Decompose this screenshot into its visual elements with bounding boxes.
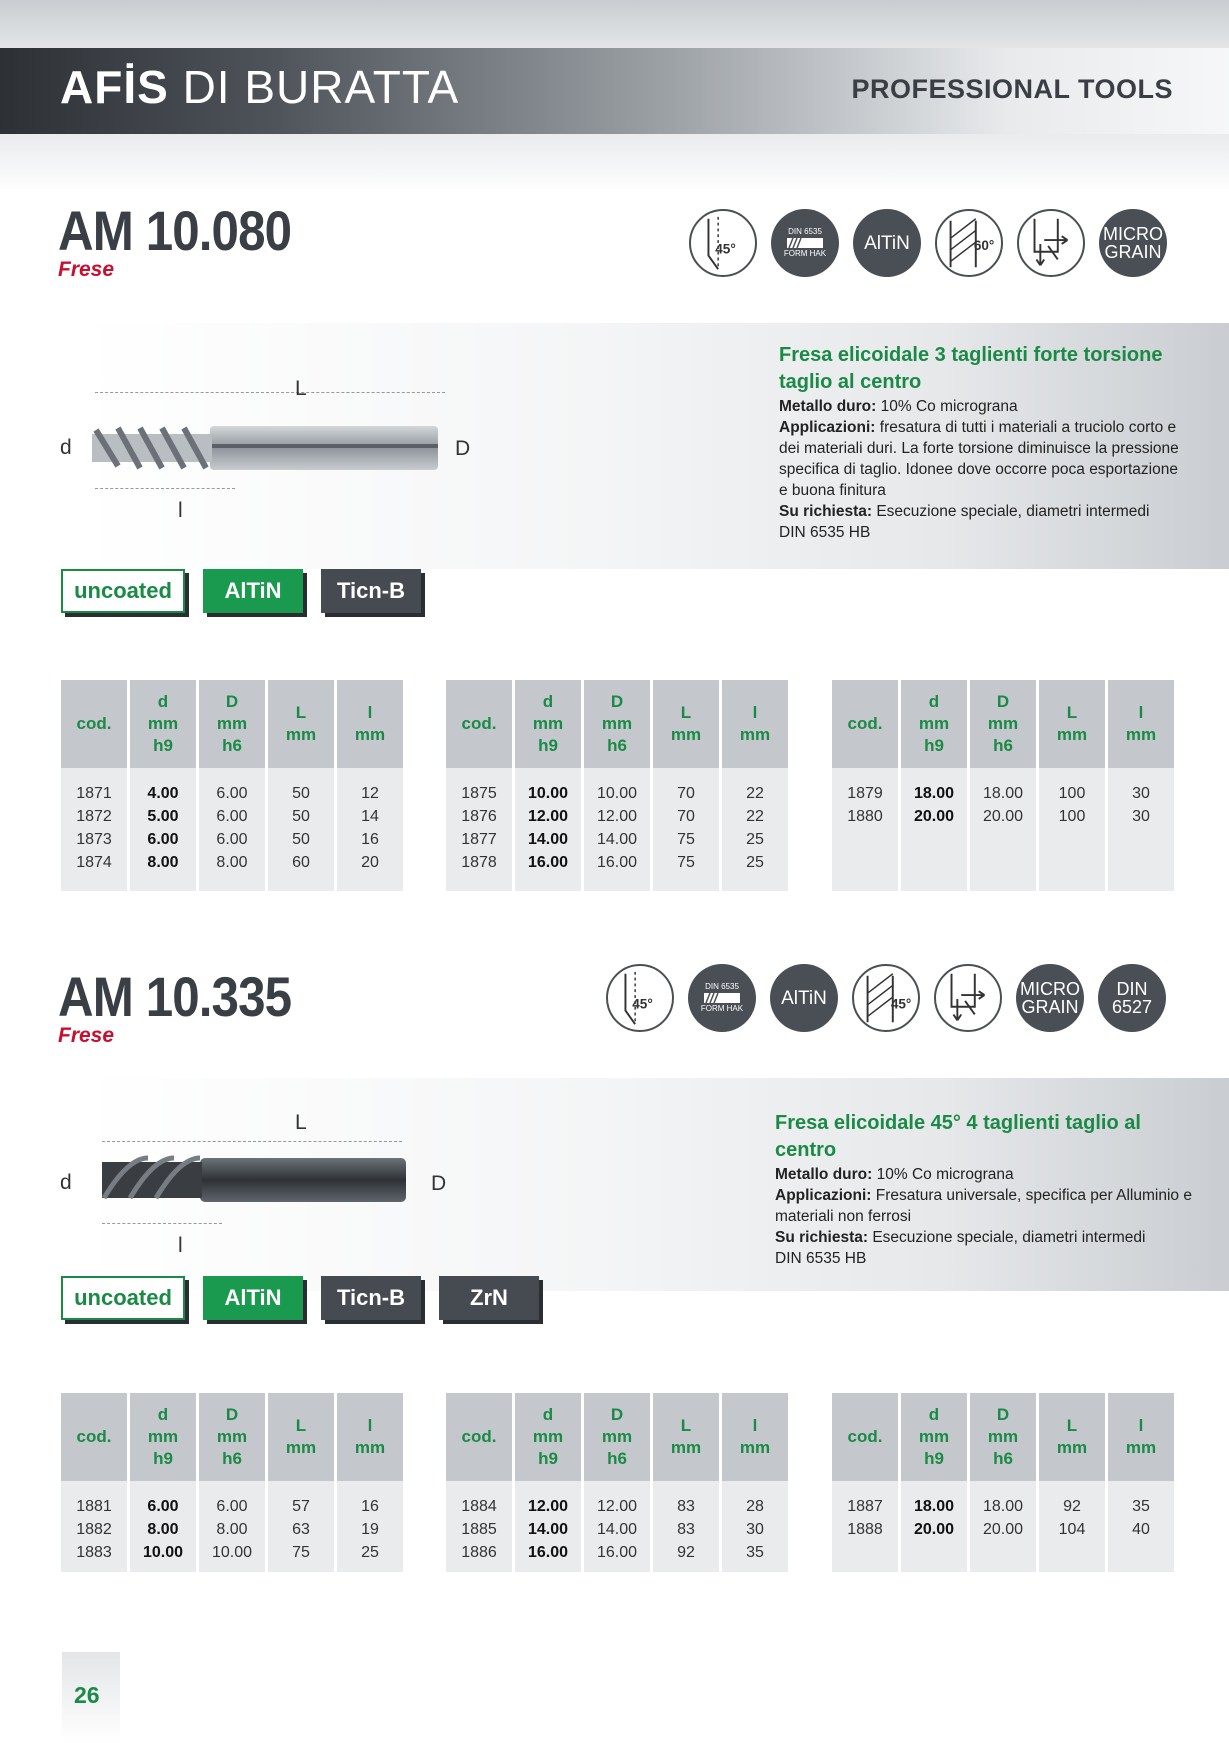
cell-d: 14.00: [515, 828, 581, 851]
cell-d: 6.00: [130, 1481, 196, 1518]
cell-d: 10.00: [130, 1541, 196, 1564]
table-filler: [832, 1541, 1174, 1572]
cell-L: 70: [653, 768, 719, 805]
altin-coating-icon: AlTiN: [853, 209, 921, 277]
cell-l: 30: [722, 1518, 788, 1541]
coating-options: [61, 1276, 539, 1320]
cell-L: 92: [1039, 1481, 1105, 1518]
cell-d: 20.00: [901, 805, 967, 828]
cell-D: 14.00: [584, 828, 650, 851]
header-d: d mm h9: [901, 1393, 967, 1481]
table-row: [832, 805, 1174, 828]
cell-L: 75: [268, 1541, 334, 1564]
table-row: [832, 768, 1174, 805]
product-category: Frese: [58, 258, 115, 281]
cell-l: 12: [337, 768, 403, 805]
cell-cod: 1880: [832, 805, 898, 828]
cell-d: 6.00: [130, 828, 196, 851]
header-d: d mm h9: [130, 680, 196, 768]
end-mill-image: [100, 1154, 410, 1211]
description-title: Fresa elicoidale 3 taglienti forte torsione taglio al centro: [779, 344, 1163, 393]
header-d: d mm h9: [515, 1393, 581, 1481]
cell-D: 20.00: [970, 1518, 1036, 1541]
cell-d: 18.00: [901, 1481, 967, 1518]
cell-cod: 1882: [61, 1518, 127, 1541]
cell-D: 12.00: [584, 805, 650, 828]
cell-l: 25: [722, 828, 788, 851]
table-row: [61, 851, 403, 874]
header-d: d mm h9: [130, 1393, 196, 1481]
table-row: [446, 828, 788, 851]
cell-cod: 1883: [61, 1541, 127, 1564]
cell-l: 25: [722, 851, 788, 874]
feature-icons: [606, 964, 1166, 1032]
dim-d-label: d: [60, 436, 72, 459]
cell-l: 16: [337, 1481, 403, 1518]
dim-d-label: d: [60, 1171, 72, 1194]
cell-l: 16: [337, 828, 403, 851]
cell-L: 75: [653, 851, 719, 874]
header-L: L mm: [653, 1393, 719, 1481]
helix-60-icon: [935, 209, 1003, 277]
cut-length-line: [95, 488, 235, 489]
coating-altin[interactable]: AlTiN: [203, 1276, 303, 1320]
header-l: l mm: [337, 1393, 403, 1481]
dim-l-label: l: [178, 1234, 183, 1257]
center-cut-icon: [934, 964, 1002, 1032]
cell-L: 75: [653, 828, 719, 851]
micro-grain-icon: MICRO GRAIN: [1016, 964, 1084, 1032]
cell-cod: 1874: [61, 851, 127, 874]
cell-l: 19: [337, 1518, 403, 1541]
header-D: D mm h6: [584, 680, 650, 768]
cell-D: 8.00: [199, 1518, 265, 1541]
cell-L: 57: [268, 1481, 334, 1518]
cell-D: 12.00: [584, 1481, 650, 1518]
cell-L: 50: [268, 768, 334, 805]
header-l: l mm: [1108, 1393, 1174, 1481]
din-6535-icon: DIN 6535 FORM HAK: [771, 209, 839, 277]
center-cut-icon: [1017, 209, 1085, 277]
header-D: D mm h6: [970, 680, 1036, 768]
table-filler: [61, 1564, 403, 1572]
header-l: l mm: [722, 680, 788, 768]
cell-l: 22: [722, 768, 788, 805]
cell-d: 12.00: [515, 805, 581, 828]
coating-uncoated[interactable]: uncoated: [61, 1276, 185, 1320]
product-category: Frese: [58, 1024, 115, 1047]
cell-D: 14.00: [584, 1518, 650, 1541]
page-number: 26: [74, 1682, 100, 1708]
altin-coating-icon: AlTiN: [770, 964, 838, 1032]
cell-cod: 1881: [61, 1481, 127, 1518]
cell-l: 25: [337, 1541, 403, 1564]
cell-d: 4.00: [130, 768, 196, 805]
cell-L: 50: [268, 828, 334, 851]
coating-ticn-b[interactable]: Ticn-B: [321, 569, 421, 613]
header-L: L mm: [653, 680, 719, 768]
table-filler: [446, 1564, 788, 1572]
cell-d: 5.00: [130, 805, 196, 828]
cell-cod: 1886: [446, 1541, 512, 1564]
cell-l: 14: [337, 805, 403, 828]
cell-L: 50: [268, 805, 334, 828]
cell-L: 100: [1039, 805, 1105, 828]
coating-uncoated[interactable]: uncoated: [61, 569, 185, 613]
length-line: [102, 1141, 402, 1142]
cell-L: 104: [1039, 1518, 1105, 1541]
cell-cod: 1876: [446, 805, 512, 828]
cell-cod: 1885: [446, 1518, 512, 1541]
cell-cod: 1871: [61, 768, 127, 805]
cell-l: 30: [1108, 768, 1174, 805]
table-row: [832, 1518, 1174, 1541]
header-D: D mm h6: [199, 1393, 265, 1481]
cell-d: 16.00: [515, 851, 581, 874]
cut-length-line: [102, 1223, 222, 1224]
header-l: l mm: [722, 1393, 788, 1481]
cell-D: 10.00: [199, 1541, 265, 1564]
header-D: D mm h6: [970, 1393, 1036, 1481]
dim-L-label: L: [295, 377, 307, 400]
table-row: [61, 1481, 403, 1518]
cell-cod: 1884: [446, 1481, 512, 1518]
cell-cod: 1875: [446, 768, 512, 805]
spec-table: [58, 1393, 406, 1572]
cell-d: 10.00: [515, 768, 581, 805]
cell-d: 20.00: [901, 1518, 967, 1541]
cell-D: 6.00: [199, 805, 265, 828]
coating-options: [61, 569, 421, 613]
cell-L: 63: [268, 1518, 334, 1541]
svg-text:45°: 45°: [632, 996, 653, 1012]
header-cod: cod.: [446, 680, 512, 768]
spec-table: [58, 680, 406, 891]
cell-l: 35: [1108, 1481, 1174, 1518]
coating-zrn[interactable]: ZrN: [439, 1276, 539, 1320]
header-d: d mm h9: [901, 680, 967, 768]
cell-L: 83: [653, 1518, 719, 1541]
cell-D: 8.00: [199, 851, 265, 874]
spec-table: [829, 1393, 1177, 1572]
cell-L: 92: [653, 1541, 719, 1564]
table-filler: [446, 874, 788, 891]
cell-cod: 1887: [832, 1481, 898, 1518]
cell-l: 40: [1108, 1518, 1174, 1541]
cell-D: 6.00: [199, 828, 265, 851]
cell-cod: 1888: [832, 1518, 898, 1541]
table-row: [832, 1481, 1174, 1518]
length-line: [95, 392, 445, 393]
header-cod: cod.: [61, 1393, 127, 1481]
page-number-tab: [62, 1652, 120, 1743]
table-row: [446, 1541, 788, 1564]
brand-logo: AFİS DI BURATTA: [60, 61, 460, 113]
header-cod: cod.: [832, 1393, 898, 1481]
header-shadow: [0, 134, 1229, 194]
din-6535-icon: DIN 6535 FORM HAK: [688, 964, 756, 1032]
svg-text:45°: 45°: [890, 996, 912, 1012]
cell-D: 18.00: [970, 768, 1036, 805]
header-L: L mm: [1039, 680, 1105, 768]
table-filler: [832, 828, 1174, 891]
angle-45-icon: [689, 209, 757, 277]
top-band: [0, 0, 1229, 48]
end-mill-image: [90, 420, 440, 481]
cell-L: 100: [1039, 768, 1105, 805]
table-row: [446, 851, 788, 874]
helix-45-icon: [852, 964, 920, 1032]
table-row: [446, 1481, 788, 1518]
svg-text:60°: 60°: [973, 237, 995, 253]
table-row: [61, 828, 403, 851]
header-l: l mm: [1108, 680, 1174, 768]
cell-d: 8.00: [130, 1518, 196, 1541]
cell-l: 30: [1108, 805, 1174, 828]
cell-l: 28: [722, 1481, 788, 1518]
cell-D: 16.00: [584, 851, 650, 874]
cell-d: 14.00: [515, 1518, 581, 1541]
cell-D: 10.00: [584, 768, 650, 805]
svg-text:45°: 45°: [715, 241, 736, 257]
spec-table: [443, 680, 791, 891]
table-row: [446, 805, 788, 828]
cell-l: 20: [337, 851, 403, 874]
product-code: AM 10.080: [58, 199, 292, 262]
dim-l-label: l: [178, 499, 183, 522]
din-6527-icon: DIN 6527: [1098, 964, 1166, 1032]
cell-cod: 1877: [446, 828, 512, 851]
description-title: Fresa elicoidale 45° 4 taglienti taglio al centro: [775, 1112, 1141, 1161]
cell-l: 35: [722, 1541, 788, 1564]
header-cod: cod.: [61, 680, 127, 768]
table-row: [446, 1518, 788, 1541]
table-row: [61, 1541, 403, 1564]
cell-L: 83: [653, 1481, 719, 1518]
table-row: [446, 768, 788, 805]
cell-d: 18.00: [901, 768, 967, 805]
coating-altin[interactable]: AlTiN: [203, 569, 303, 613]
table-filler: [61, 874, 403, 891]
micro-grain-icon: MICRO GRAIN: [1099, 209, 1167, 277]
header-l: l mm: [337, 680, 403, 768]
header-D: D mm h6: [584, 1393, 650, 1481]
cell-cod: 1873: [61, 828, 127, 851]
table-row: [61, 1518, 403, 1541]
cell-cod: 1879: [832, 768, 898, 805]
cell-D: 20.00: [970, 805, 1036, 828]
cell-D: 6.00: [199, 768, 265, 805]
header-L: L mm: [268, 1393, 334, 1481]
cell-L: 70: [653, 805, 719, 828]
dim-D-label: D: [431, 1172, 447, 1195]
header-d: d mm h9: [515, 680, 581, 768]
cell-L: 60: [268, 851, 334, 874]
feature-icons: [689, 209, 1167, 277]
coating-ticn-b[interactable]: Ticn-B: [321, 1276, 421, 1320]
table-row: [61, 768, 403, 805]
cell-D: 18.00: [970, 1481, 1036, 1518]
cell-D: 16.00: [584, 1541, 650, 1564]
header-cod: cod.: [446, 1393, 512, 1481]
header-L: L mm: [268, 680, 334, 768]
spec-table: [443, 1393, 791, 1572]
cell-d: 12.00: [515, 1481, 581, 1518]
angle-45-icon: [606, 964, 674, 1032]
header-L: L mm: [1039, 1393, 1105, 1481]
dim-D-label: D: [455, 437, 471, 460]
product-description: Fresa elicoidale 45° 4 taglienti taglio al centro Metallo duro: 10% Co micrograna Applicazioni: Fresatura universale, specifica per Alluminio e materiali non ferrosi Su richiesta: Esecuzione speciale, diametri intermedi DIN 6535 HB: [775, 1110, 1195, 1269]
header-D: D mm h6: [199, 680, 265, 768]
cell-cod: 1872: [61, 805, 127, 828]
dim-L-label: L: [295, 1111, 307, 1134]
cell-D: 6.00: [199, 1481, 265, 1518]
cell-l: 22: [722, 805, 788, 828]
product-code: AM 10.335: [58, 965, 292, 1028]
header-cod: cod.: [832, 680, 898, 768]
cell-cod: 1878: [446, 851, 512, 874]
product-description: Fresa elicoidale 3 taglienti forte torsione taglio al centro Metallo duro: 10% Co micrograna Applicazioni: fresatura di tutti i materiali a truciolo corto e dei materiali duri. La forte torsione diminuisce la pressione specifica di taglio. Idonee dove occorre poca esportazione e buona finitura Su richiesta: Esecuzione speciale, diametri intermedi DIN 6535 HB: [779, 342, 1189, 543]
page-subtitle: PROFESSIONAL TOOLS: [851, 74, 1173, 104]
spec-table: [829, 680, 1177, 891]
cell-d: 16.00: [515, 1541, 581, 1564]
table-row: [61, 805, 403, 828]
cell-d: 8.00: [130, 851, 196, 874]
